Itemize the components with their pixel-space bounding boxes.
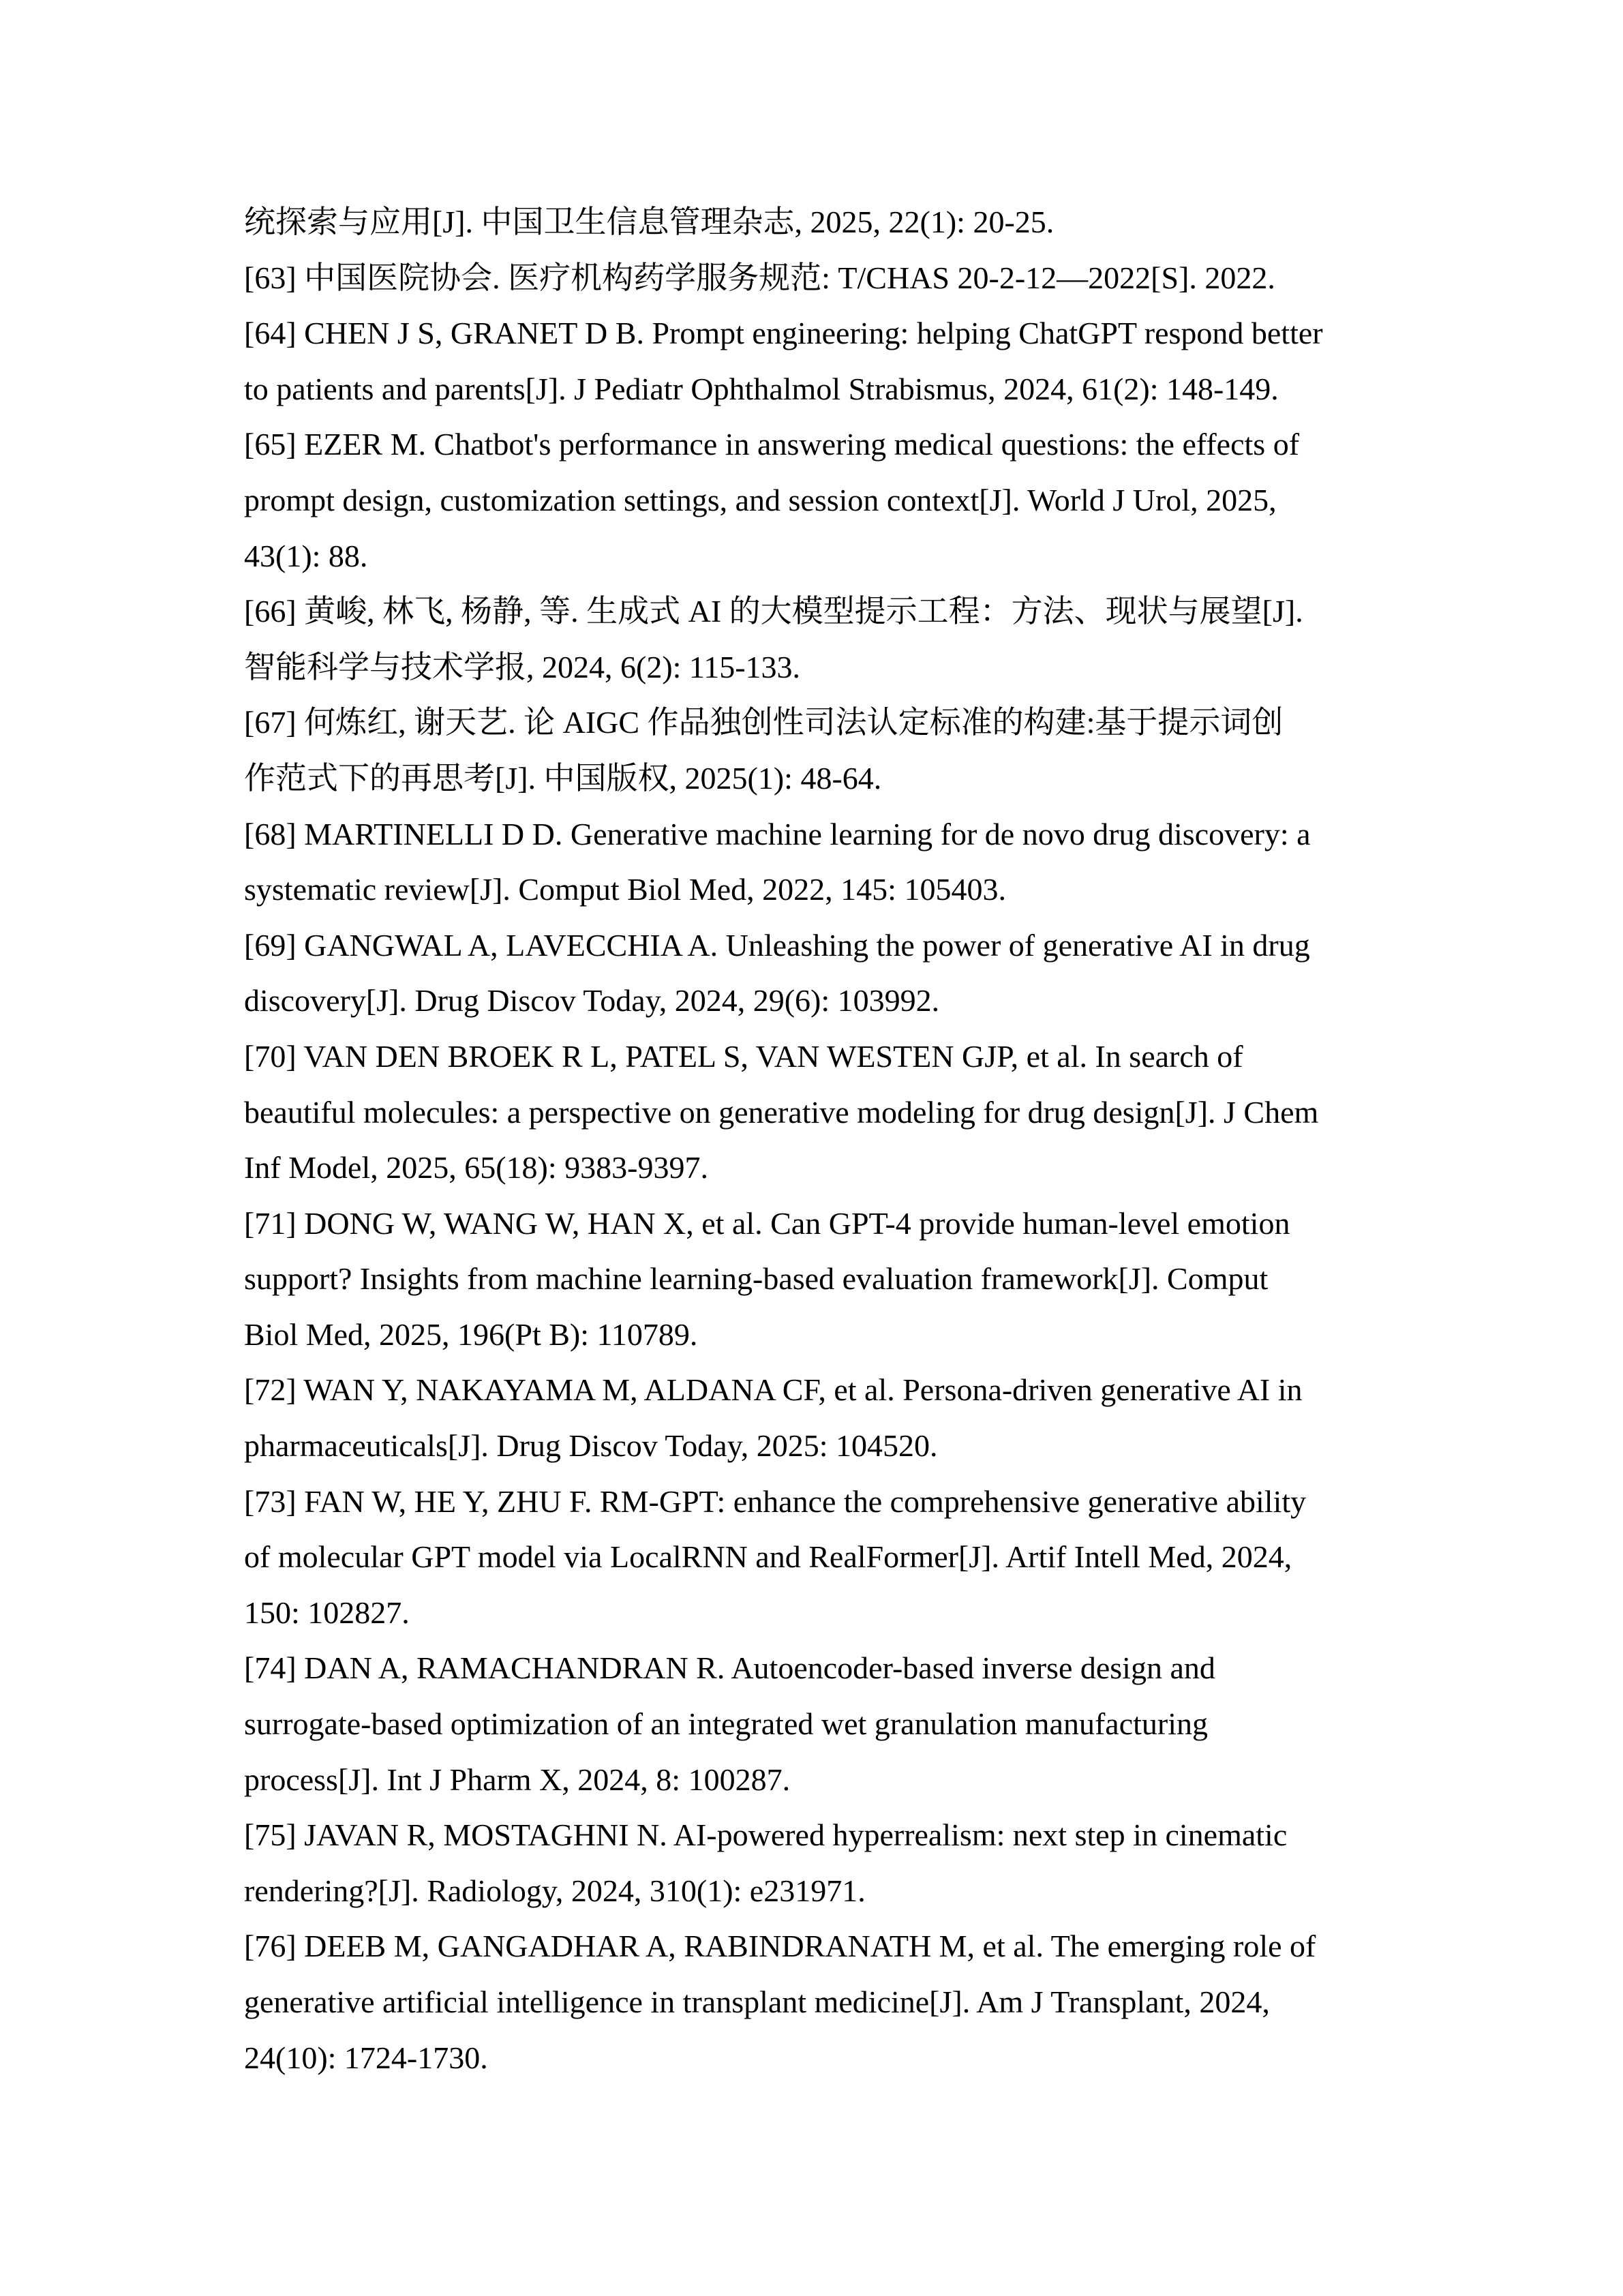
reference-line-73-continuation: of molecular GPT model via LocalRNN and RealFormer[J]. Artif Intell Med, 2024, — [244, 1539, 1292, 1575]
reference-line-76-continuation: 24(10): 1724-1730. — [244, 2040, 488, 2075]
reference-line-69-continuation: discovery[J]. Drug Discov Today, 2024, 29(6): 103992. — [244, 983, 940, 1018]
reference-line-74-continuation: process[J]. Int J Pharm X, 2024, 8: 100287. — [244, 1762, 791, 1797]
reference-line-76: [76] DEEB M, GANGADHAR A, RABINDRANATH M, et al. The emerging role of — [244, 1929, 1316, 1964]
reference-line-76-continuation: generative artificial intelligence in transplant medicine[J]. Am J Transplant, 2024, — [244, 1984, 1270, 2019]
reference-line-74-continuation: surrogate-based optimization of an integrated wet granulation manufacturing — [244, 1706, 1209, 1742]
reference-line-72: [72] WAN Y, NAKAYAMA M, ALDANA CF, et al. Persona-driven generative AI in — [244, 1372, 1303, 1408]
references-text-block — [244, 194, 1386, 2085]
reference-line-64-continuation: to patients and parents[J]. J Pediatr Ophthalmol Strabismus, 2024, 61(2): 148-149. — [244, 371, 1279, 406]
reference-line-64: [64] CHEN J S, GRANET D B. Prompt engineering: helping ChatGPT respond better — [244, 316, 1323, 351]
reference-line-65-continuation: 43(1): 88. — [244, 538, 368, 573]
reference-line-71-continuation: support? Insights from machine learning-based evaluation framework[J]. Comput — [244, 1261, 1269, 1297]
reference-line-65-continuation: prompt design, customization settings, and session context[J]. World J Urol, 2025, — [244, 482, 1277, 517]
reference-line-continuation: 统探索与应用[J]. 中国卫生信息管理杂志, 2025, 22(1): 20-25. — [244, 205, 1055, 239]
reference-line-70-continuation: Inf Model, 2025, 65(18): 9383-9397. — [244, 1150, 708, 1185]
reference-line-65: [65] EZER M. Chatbot's performance in answering medical questions: the effects of — [244, 427, 1300, 462]
reference-line-67-continuation: 作范式下的再思考[J]. 中国版权, 2025(1): 48-64. — [244, 760, 882, 796]
reference-line-72-continuation: pharmaceuticals[J]. Drug Discov Today, 2025: 104520. — [244, 1428, 938, 1464]
reference-line-70: [70] VAN DEN BROEK R L, PATEL S, VAN WESTEN GJP, et al. In search of — [244, 1038, 1243, 1074]
reference-line-71-continuation: Biol Med, 2025, 196(Pt B): 110789. — [244, 1316, 698, 1352]
reference-line-67: [67] 何炼红, 谢天艺. 论 AIGC 作品独创性司法认定标准的构建:基于提示词创 — [244, 705, 1284, 740]
reference-line-69: [69] GANGWAL A, LAVECCHIA A. Unleashing the power of generative AI in drug — [244, 927, 1310, 963]
reference-line-63: [63] 中国医院协会. 医疗机构药学服务规范: T/CHAS 20-2-12—2022[S]. 2022. — [244, 260, 1275, 295]
reference-line-75-continuation: rendering?[J]. Radiology, 2024, 310(1): e231971. — [244, 1873, 866, 1908]
reference-line-73: [73] FAN W, HE Y, ZHU F. RM-GPT: enhance the comprehensive generative ability — [244, 1483, 1307, 1519]
reference-line-68: [68] MARTINELLI D D. Generative machine learning for de novo drug discovery: a — [244, 816, 1311, 851]
reference-line-66: [66] 黄峻, 林飞, 杨静, 等. 生成式 AI 的大模型提示工程：方法、现状与展望[J]. — [244, 594, 1303, 629]
reference-line-66-continuation: 智能科学与技术学报, 2024, 6(2): 115-133. — [244, 649, 801, 684]
reference-line-73-continuation: 150: 102827. — [244, 1595, 410, 1630]
reference-line-74: [74] DAN A, RAMACHANDRAN R. Autoencoder-based inverse design and — [244, 1650, 1215, 1686]
reference-line-71: [71] DONG W, WANG W, HAN X, et al. Can GPT-4 provide human-level emotion — [244, 1205, 1290, 1241]
reference-line-75: [75] JAVAN R, MOSTAGHNI N. AI-powered hyperrealism: next step in cinematic — [244, 1817, 1288, 1853]
reference-line-70-continuation: beautiful molecules: a perspective on generative modeling for drug design[J]. J Chem — [244, 1094, 1319, 1130]
reference-line-68-continuation: systematic review[J]. Comput Biol Med, 2022, 145: 105403. — [244, 872, 1006, 907]
